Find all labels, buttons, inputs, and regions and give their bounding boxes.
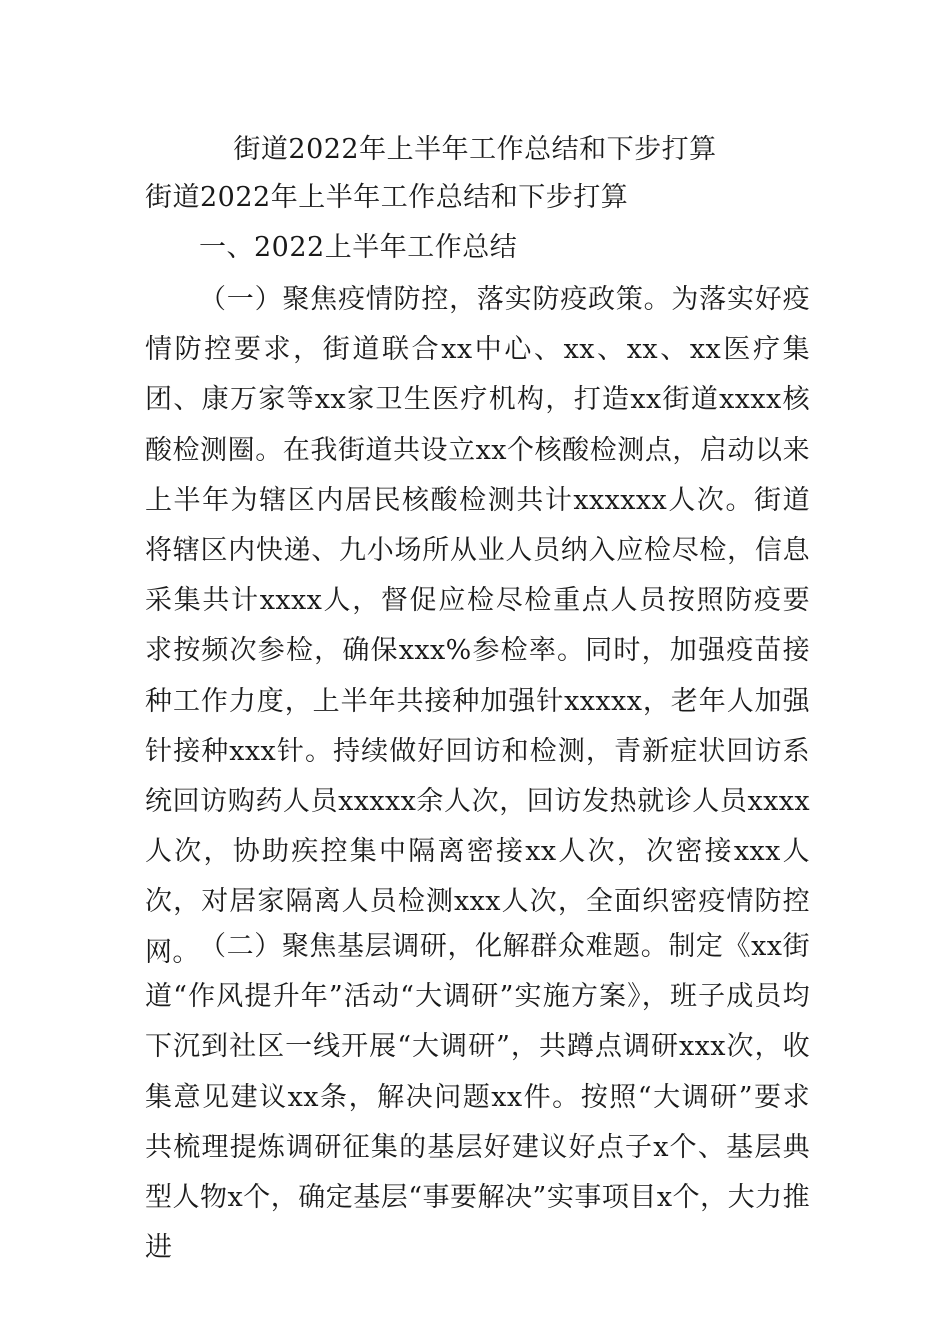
paragraph-grassroots-research: （二）聚焦基层调研，化解群众难题。制定《xx街道“作风提升年”活动“大调研”实施方案》，班子成员均下沉到社区一线开展“大调研”，共蹲点调研xxx次，收集意见建议xx条，解决问题xx件。按照“大调研”要求共梳理提炼调研征集的基层好建议好点子x个、基层典型人物x个，确定基层“事要解决”实事项目x个，大力推进 (145, 931, 810, 1264)
paragraph-epidemic-control: （一）聚焦疫情防控，落实防疫政策。为落实好疫情防控要求，街道联合xx中心、xx、xx、xx医疗集团、康万家等xx家卫生医疗机构，打造xx街道xxxx核酸检测圈。在我街道共设立xx个核酸检测点，启动以来上半年为辖区内居民核酸检测共计xxxxxx人次。街道将辖区内快递、九小场所从业人员纳入应检尽检，信息采集共计xxxx人，督促应检尽检重点人员按照防疫要求按频次参检，确保xxx%参检率。同时，加强疫苗接种工作力度，上半年共接种加强针xxxxx，老年人加强针接种xxx针。持续做好回访和检测，青新症状回访系统回访购药人员xxxxx余人次，回访发热就诊人员xxxx人次，协助疾控集中隔离密接xx人次，次密接xxx人次，对居家隔离人员检测xxx人次，全面织密疫情防控网。 (145, 284, 810, 968)
section-heading: 一、2022上半年工作总结 (199, 232, 518, 263)
document-title: 街道2022年上半年工作总结和下步打算 (233, 134, 717, 165)
document-subtitle: 街道2022年上半年工作总结和下步打算 (145, 182, 629, 213)
